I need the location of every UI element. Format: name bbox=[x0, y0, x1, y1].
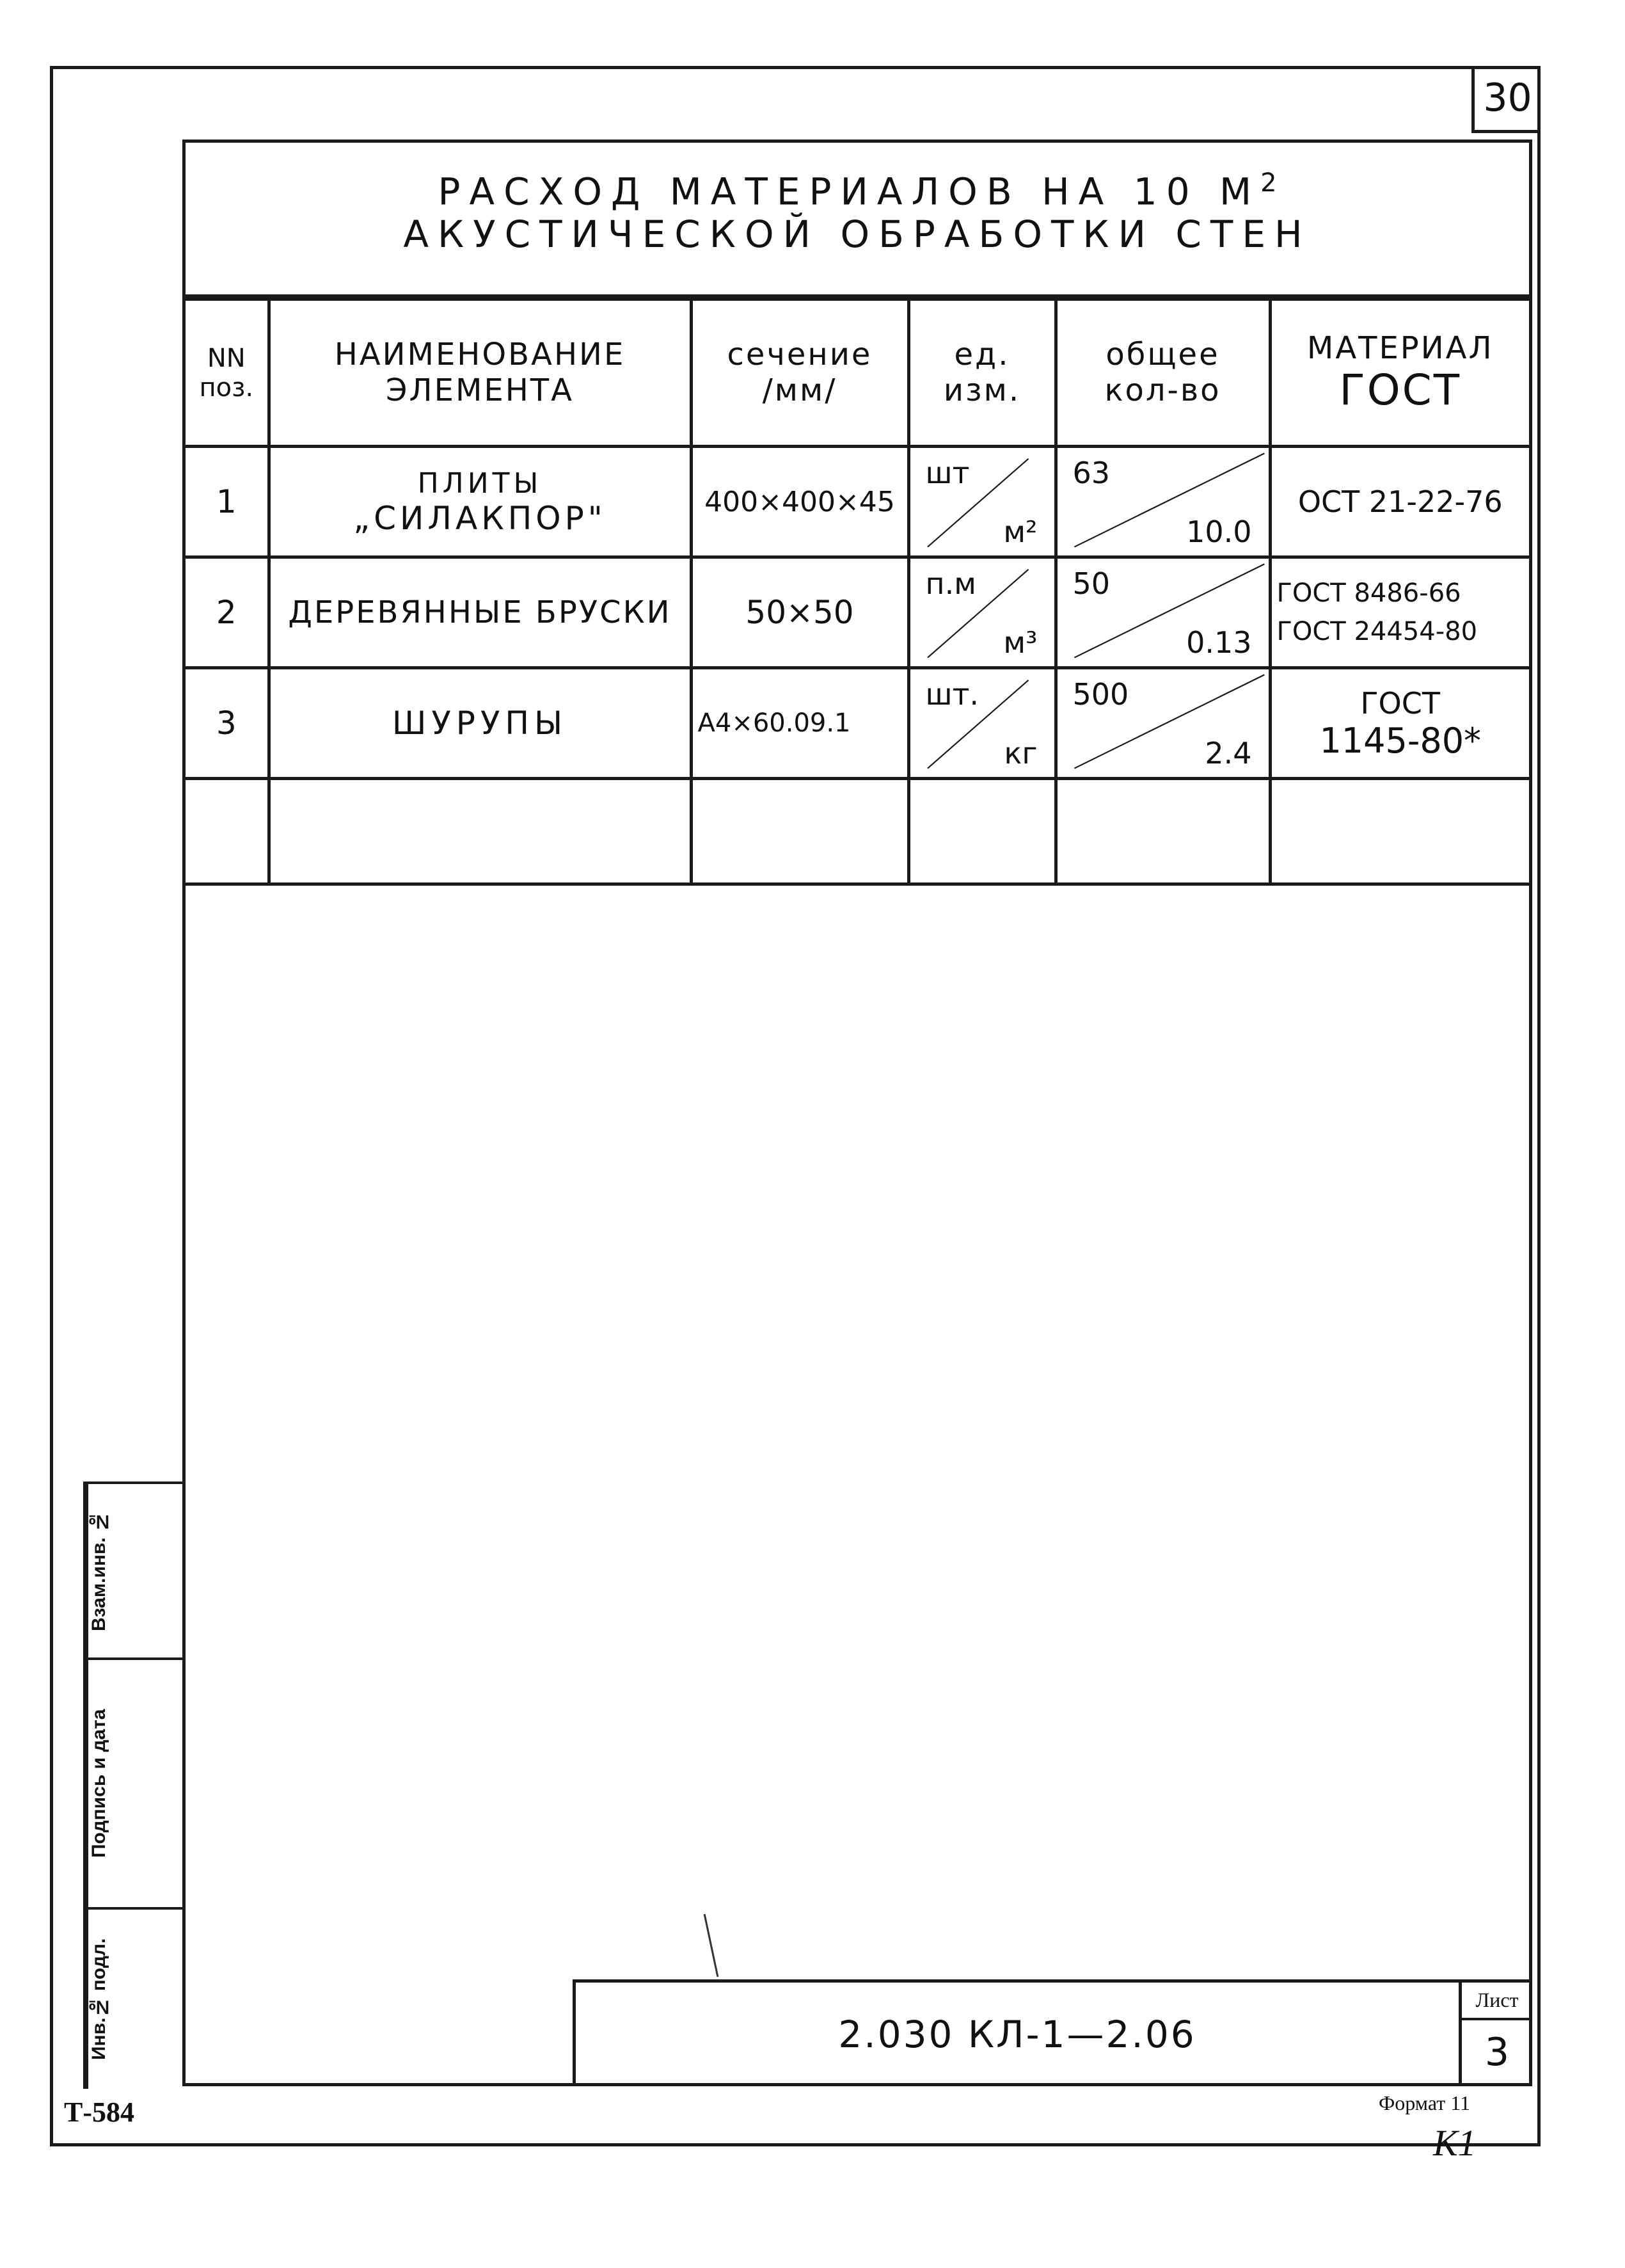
row-unit: шт. кг bbox=[908, 668, 1056, 779]
row-material: ОСТ 21-22-76 bbox=[1270, 447, 1529, 557]
row-name: ДЕРЕВЯННЫЕ БРУСКИ bbox=[269, 557, 691, 668]
row-pos: 2 bbox=[186, 557, 269, 668]
row-unit: шт м² bbox=[908, 447, 1056, 557]
row-material: ГОСТ 8486-66 ГОСТ 24454-80 bbox=[1270, 557, 1529, 668]
header-material: МАТЕРИАЛ ГОСТ bbox=[1270, 299, 1529, 447]
row-name: ПЛИТЫ „СИЛАКПОР" bbox=[269, 447, 691, 557]
header-pos: NN поз. bbox=[186, 299, 269, 447]
title-block-stamp bbox=[573, 1979, 1532, 2086]
row-qty: 63 10.0 bbox=[1056, 447, 1270, 557]
document-title bbox=[186, 144, 1529, 298]
form-code: Т-584 bbox=[64, 2096, 134, 2128]
row-name: ШУРУПЫ bbox=[269, 668, 691, 779]
materials-table bbox=[186, 298, 1529, 886]
sheet-number: 3 bbox=[1484, 2030, 1510, 2075]
header-unit: ед. изм. bbox=[908, 299, 1056, 447]
header-name: НАИМЕНОВАНИЕ ЭЛЕМЕНТА bbox=[269, 299, 691, 447]
row-material: ГОСТ 1145-80* bbox=[1270, 668, 1529, 779]
sidebar-cell-replacement: Взам.инв. № bbox=[83, 1484, 182, 1660]
row-qty: 500 2.4 bbox=[1056, 668, 1270, 779]
header-qty: общее кол-во bbox=[1056, 299, 1270, 447]
row-pos: 3 bbox=[186, 668, 269, 779]
row-section: 50×50 bbox=[691, 557, 908, 668]
table-row-empty bbox=[186, 779, 1529, 884]
row-section: А4×60.09.1 bbox=[691, 668, 908, 779]
sheet-box bbox=[1459, 1983, 1532, 2086]
table-row bbox=[186, 668, 1529, 779]
header-section: сечение /мм/ bbox=[691, 299, 908, 447]
table-row bbox=[186, 447, 1529, 557]
handwritten-mark: К1 bbox=[1433, 2122, 1477, 2164]
sidebar-cell-inventory: Инв.№ подл. bbox=[83, 1910, 182, 2089]
row-qty: 50 0.13 bbox=[1056, 557, 1270, 668]
title-line1: РАСХОД МАТЕРИАЛОВ НА 10 М bbox=[438, 170, 1261, 214]
table-row bbox=[186, 557, 1529, 668]
binding-sidebar bbox=[83, 1481, 182, 2086]
document-code: 2.030 КЛ-1—2.06 bbox=[838, 2013, 1196, 2056]
row-pos: 1 bbox=[186, 447, 269, 557]
row-unit: п.м м³ bbox=[908, 557, 1056, 668]
sidebar-cell-signature: Подпись и дата bbox=[83, 1660, 182, 1910]
table-header-row bbox=[186, 299, 1529, 447]
title-sup: 2 bbox=[1260, 168, 1277, 198]
sheet-label: Лист bbox=[1462, 1983, 1532, 2020]
row-section: 400×400×45 bbox=[691, 447, 908, 557]
title-line2: АКУСТИЧЕСКОЙ ОБРАБОТКИ СТЕН bbox=[403, 212, 1312, 257]
top-sheet-number: 30 bbox=[1471, 66, 1541, 133]
format-label: Формат 11 bbox=[1379, 2091, 1470, 2114]
